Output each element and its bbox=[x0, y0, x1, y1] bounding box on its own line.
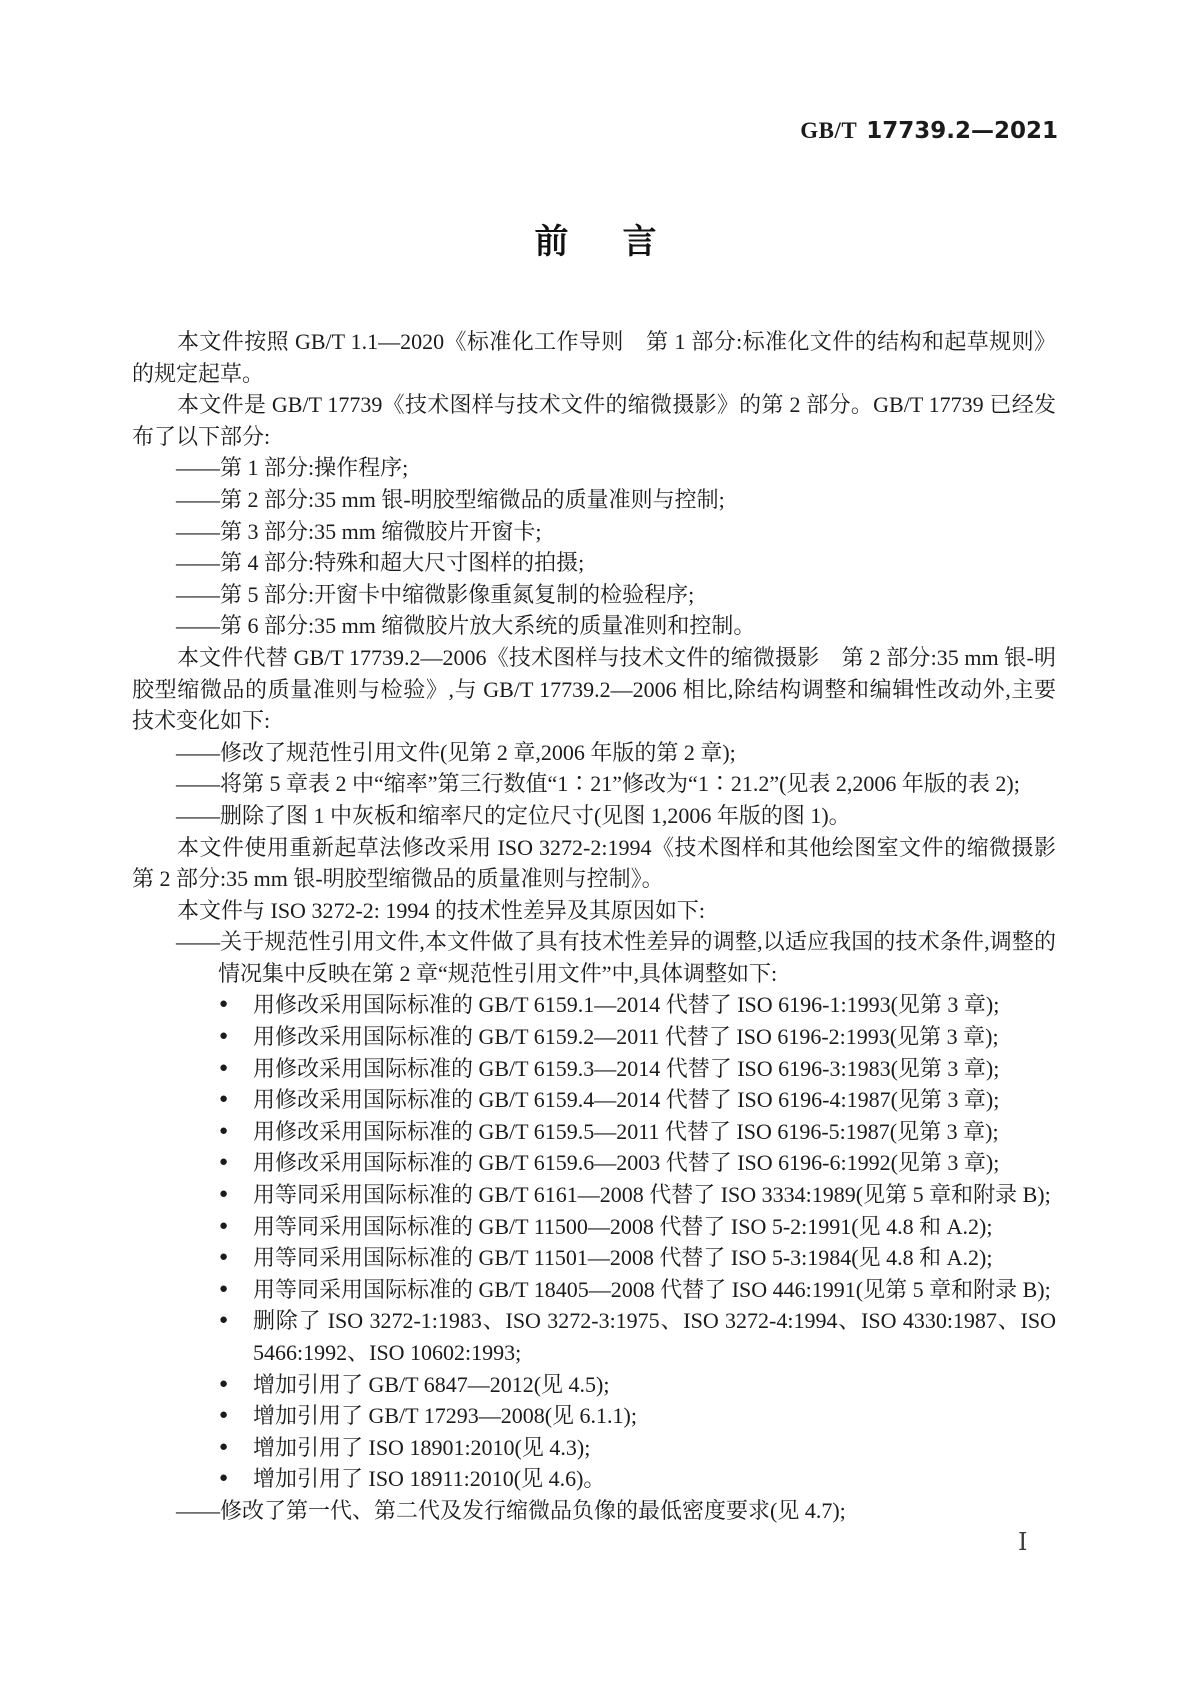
bullet-icon: ● bbox=[219, 1186, 229, 1203]
bullet-icon: ● bbox=[219, 1470, 229, 1487]
dash-item: ——修改了第一代、第二代及发行缩微品负像的最低密度要求(见 4.7); bbox=[176, 1497, 846, 1523]
bullet-item bbox=[132, 1084, 1056, 1116]
bullet-item bbox=[132, 1242, 1056, 1274]
bullet-item bbox=[132, 1369, 1056, 1401]
dash-item: ——第 6 部分:35 mm 缩微胶片放大系统的质量准则和控制。 bbox=[176, 613, 756, 639]
dash-item: ——修改了规范性引用文件(见第 2 章,2006 年版的第 2 章); bbox=[176, 739, 736, 765]
bullet-item bbox=[132, 1305, 1056, 1368]
bullet-icon: ● bbox=[219, 1312, 229, 1329]
bullet-icon: ● bbox=[219, 1028, 229, 1045]
foreword-body bbox=[132, 326, 1079, 1527]
page-title-char-2: 言 bbox=[622, 222, 657, 262]
standard-code bbox=[800, 118, 1058, 144]
bullet-item bbox=[132, 1021, 1056, 1053]
bullet-item-text: 用修改采用国际标准的 GB/T 6159.4—2014 代替了 ISO 6196-4:1987(见第 3 章); bbox=[253, 1087, 1000, 1113]
bullet-icon: ● bbox=[219, 1438, 229, 1455]
page-title bbox=[0, 223, 1191, 261]
bullet-item bbox=[132, 1116, 1056, 1148]
bullet-item bbox=[132, 1211, 1056, 1243]
paragraph: 本文件按照 GB/T 1.1—2020《标准化工作导则 第 1 部分:标准化文件的结构和起草规则》的规定起草。 bbox=[132, 329, 1056, 386]
bullet-item bbox=[132, 1463, 1056, 1495]
bullet-icon: ● bbox=[219, 1280, 229, 1297]
page-number: Ⅰ bbox=[1018, 1530, 1028, 1556]
bullet-item-text: 增加引用了 GB/T 6847—2012(见 4.5); bbox=[253, 1371, 610, 1397]
dash-item: ——第 1 部分:操作程序; bbox=[176, 455, 409, 481]
bullet-item bbox=[132, 1179, 1056, 1211]
dash-item: ——删除了图 1 中灰板和缩率尺的定位尺寸(见图 1,2006 年版的图 1)。 bbox=[176, 802, 851, 828]
bullet-item bbox=[132, 1274, 1056, 1306]
bullet-icon: ● bbox=[219, 1407, 229, 1424]
bullet-icon: ● bbox=[219, 1217, 229, 1234]
bullet-icon: ● bbox=[219, 1249, 229, 1266]
bullet-item-text: 用等同采用国际标准的 GB/T 18405—2008 代替了 ISO 446:1991(见第 5 章和附录 B); bbox=[253, 1276, 1051, 1302]
bullet-icon: ● bbox=[219, 1375, 229, 1392]
bullet-item-text: 用等同采用国际标准的 GB/T 11501—2008 代替了 ISO 5-3:1984(见 4.8 和 A.2); bbox=[253, 1245, 993, 1271]
dash-item: ——第 3 部分:35 mm 缩微胶片开窗卡; bbox=[176, 518, 542, 544]
paragraph: 本文件与 ISO 3272-2: 1994 的技术性差异及其原因如下: bbox=[177, 897, 706, 923]
dash-item: ——第 4 部分:特殊和超大尺寸图样的拍摄; bbox=[176, 550, 585, 576]
bullet-item bbox=[132, 1147, 1056, 1179]
bullet-item bbox=[132, 1432, 1056, 1464]
bullet-item-text: 用修改采用国际标准的 GB/T 6159.2—2011 代替了 ISO 6196-2:1993(见第 3 章); bbox=[253, 1024, 999, 1050]
bullet-icon: ● bbox=[219, 1059, 229, 1076]
dash-item: ——第 2 部分:35 mm 银-明胶型缩微品的质量准则与控制; bbox=[176, 486, 725, 512]
bullet-icon: ● bbox=[219, 1154, 229, 1171]
bullet-item bbox=[132, 1400, 1056, 1432]
dash-item: ——第 5 部分:开窗卡中缩微影像重氮复制的检验程序; bbox=[176, 581, 695, 607]
bullet-item bbox=[132, 989, 1056, 1021]
bullet-item-text: 增加引用了 ISO 18901:2010(见 4.3); bbox=[253, 1434, 591, 1460]
page-title-char-1: 前 bbox=[534, 222, 569, 262]
bullet-item-text: 用修改采用国际标准的 GB/T 6159.3—2014 代替了 ISO 6196-3:1983(见第 3 章); bbox=[253, 1055, 1000, 1081]
bullet-item-text: 用修改采用国际标准的 GB/T 6159.6—2003 代替了 ISO 6196-6:1992(见第 3 章); bbox=[253, 1150, 1000, 1176]
bullet-item-text: 增加引用了 GB/T 17293—2008(见 6.1.1); bbox=[253, 1403, 637, 1429]
bullet-item bbox=[132, 1053, 1056, 1085]
bullet-item-text: 删除了 ISO 3272-1:1983、ISO 3272-3:1975、ISO 3272-4:1994、ISO 4330:1987、ISO 5466:1992、ISO 10602:1993; bbox=[253, 1308, 1056, 1365]
bullet-icon: ● bbox=[219, 1122, 229, 1139]
bullet-item-text: 用修改采用国际标准的 GB/T 6159.1—2014 代替了 ISO 6196-1:1993(见第 3 章); bbox=[253, 992, 1000, 1018]
paragraph: 本文件代替 GB/T 17739.2—2006《技术图样与技术文件的缩微摄影 第 2 部分:35 mm 银-明胶型缩微品的质量准则与检验》,与 GB/T 17739.2—2006 相比,除结构调整和编辑性改动外,主要技术变化如下: bbox=[132, 644, 1056, 734]
bullet-item-text: 用修改采用国际标准的 GB/T 6159.5—2011 代替了 ISO 6196-5:1987(见第 3 章); bbox=[253, 1118, 999, 1144]
paragraph: 本文件是 GB/T 17739《技术图样与技术文件的缩微摄影》的第 2 部分。GB/T 17739 已经发布了以下部分: bbox=[132, 392, 1056, 449]
dash-item: ——关于规范性引用文件,本文件做了具有技术性差异的调整,以适应我国的技术条件,调整的情况集中反映在第 2 章“规范性引用文件”中,具体调整如下: bbox=[176, 929, 1056, 986]
standard-code-prefix: GB/T bbox=[800, 118, 858, 143]
paragraph: 本文件使用重新起草法修改采用 ISO 3272-2:1994《技术图样和其他绘图室文件的缩微摄影 第 2 部分:35 mm 银-明胶型缩微品的质量准则与控制》。 bbox=[132, 834, 1079, 892]
bullet-item-text: 用等同采用国际标准的 GB/T 6161—2008 代替了 ISO 3334:1989(见第 5 章和附录 B); bbox=[253, 1182, 1051, 1208]
bullet-icon: ● bbox=[219, 996, 229, 1013]
bullet-item-text: 增加引用了 ISO 18911:2010(见 4.6)。 bbox=[253, 1466, 606, 1492]
bullet-icon: ● bbox=[219, 1091, 229, 1108]
dash-item: ——将第 5 章表 2 中“缩率”第三行数值“1∶21”修改为“1∶21.2”(见表 2,2006 年版的表 2); bbox=[176, 771, 1020, 797]
standard-code-number: 17739.2—2021 bbox=[866, 118, 1058, 144]
bullet-item-text: 用等同采用国际标准的 GB/T 11500—2008 代替了 ISO 5-2:1991(见 4.8 和 A.2); bbox=[253, 1213, 993, 1239]
